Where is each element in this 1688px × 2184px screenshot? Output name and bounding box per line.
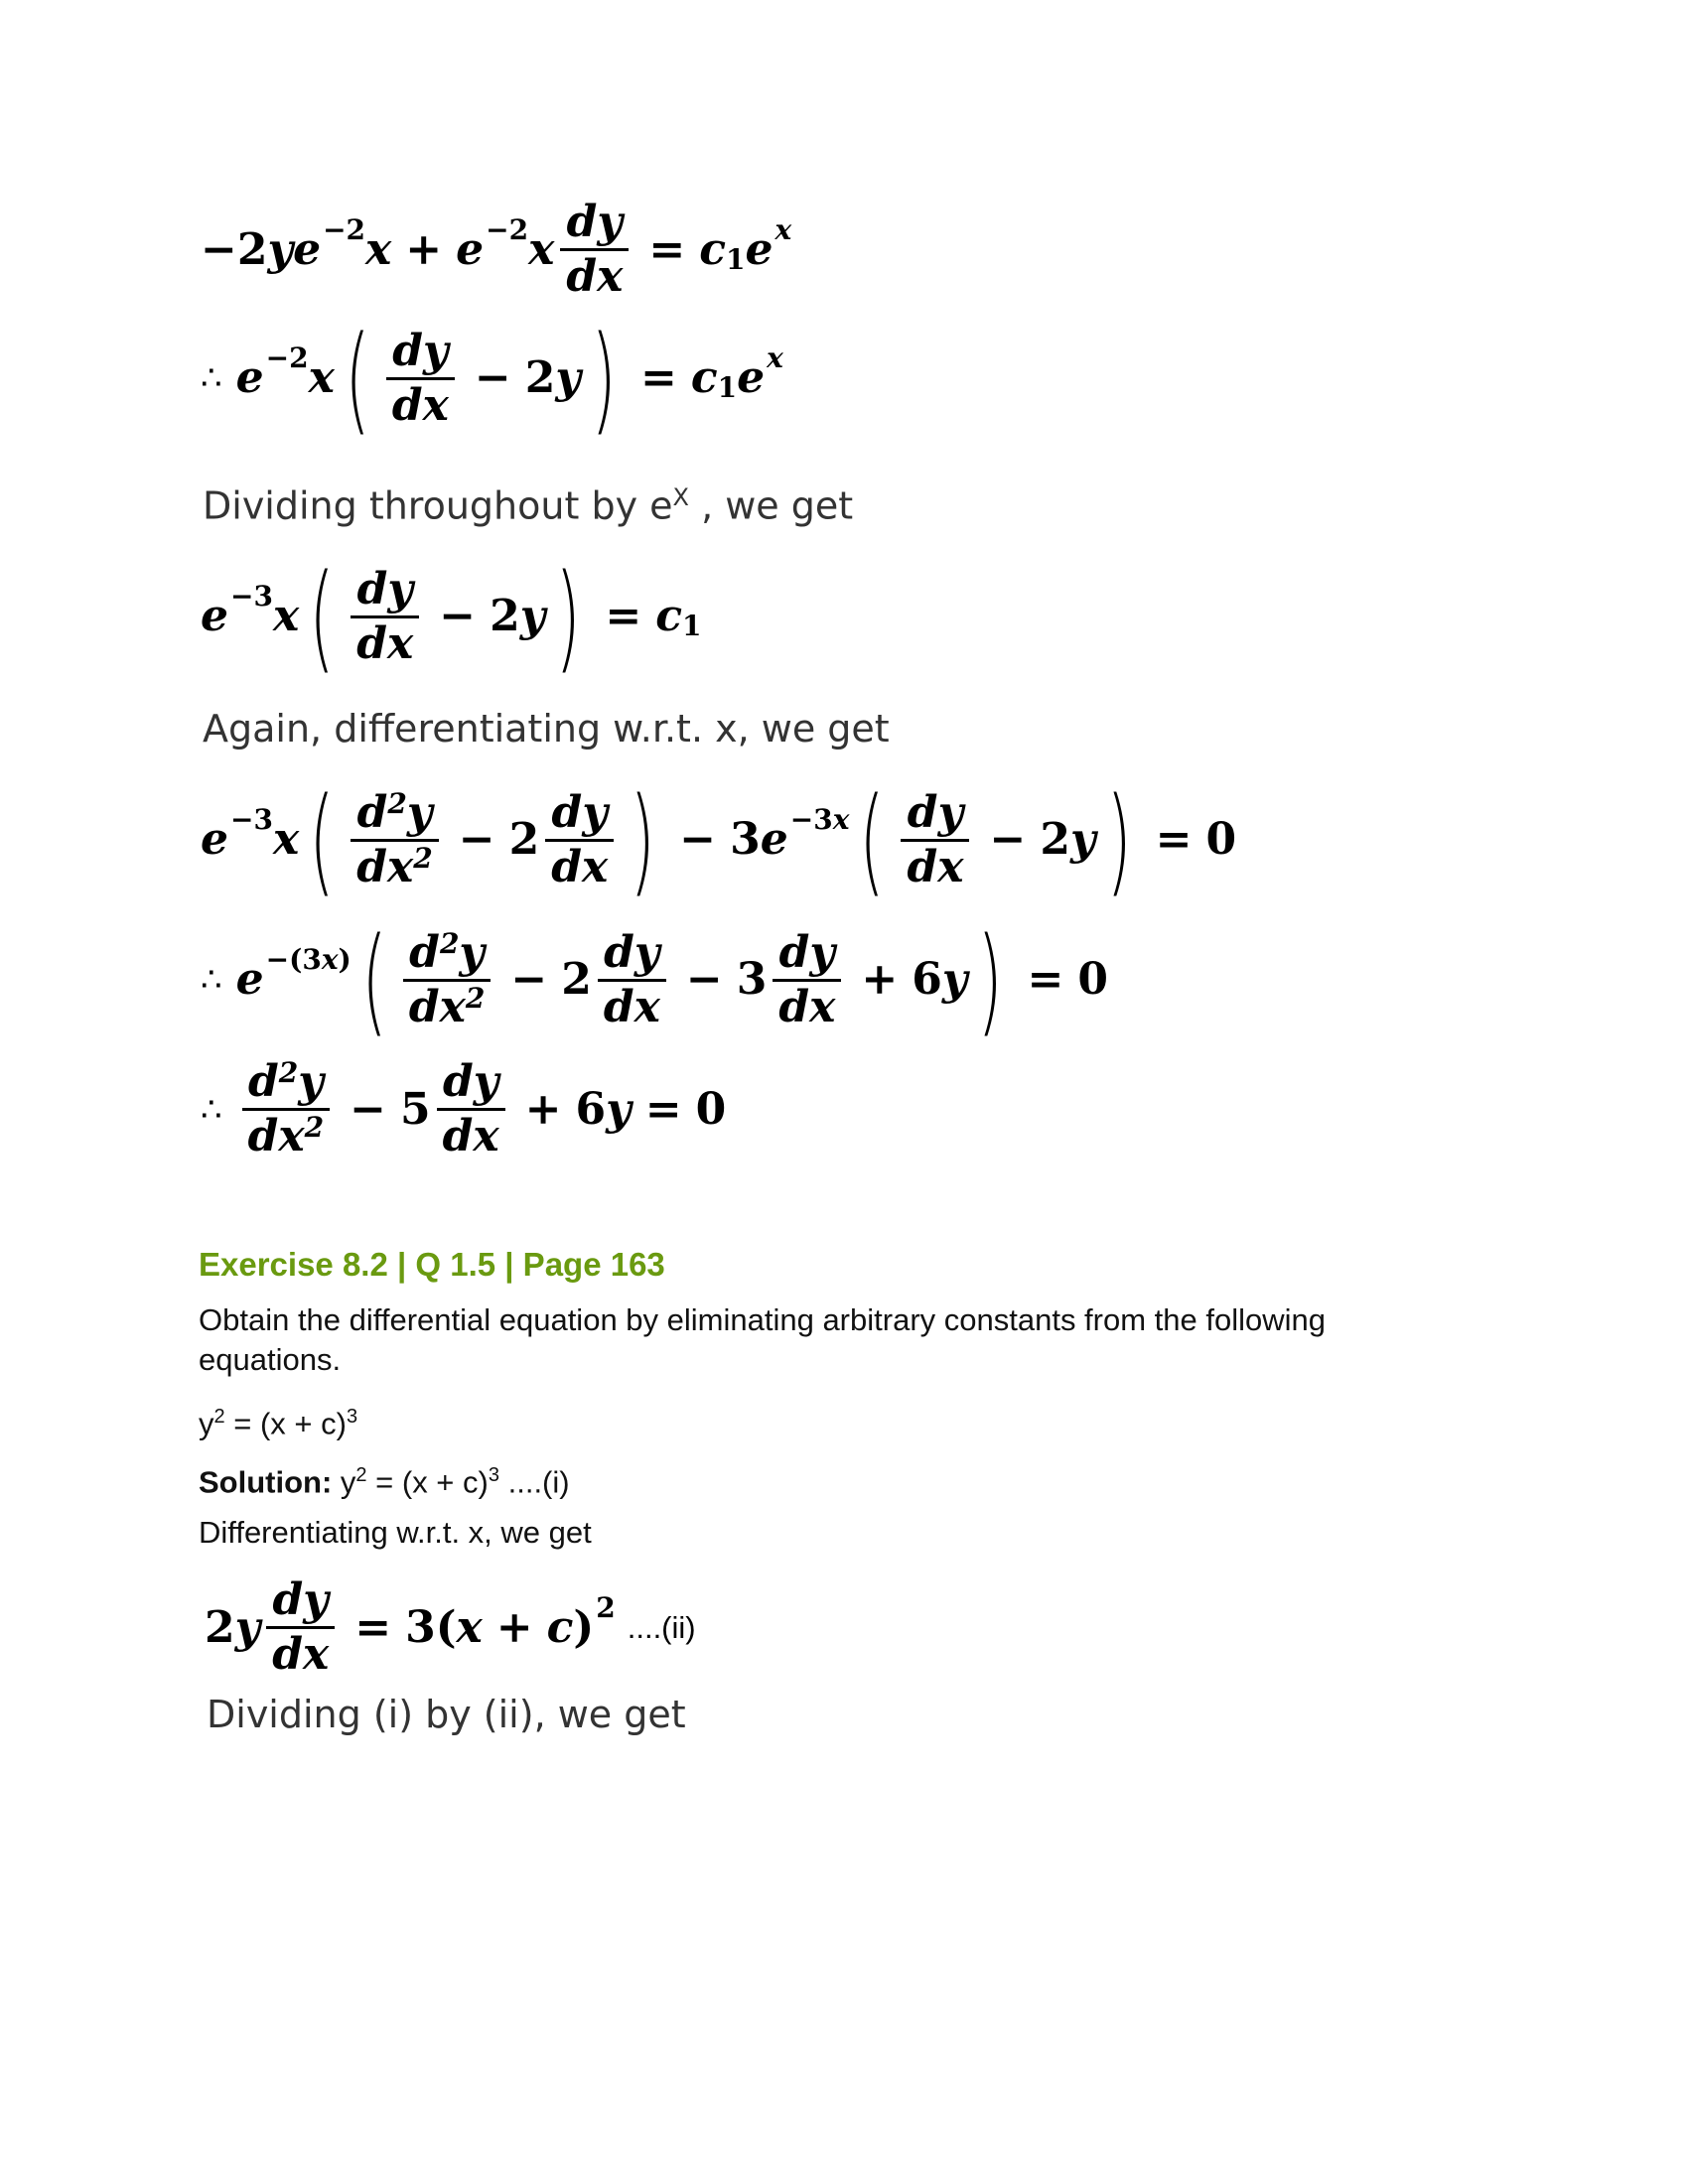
step-dividing-by-ex: Dividing throughout by $e^X$ , we get <box>203 483 854 528</box>
equation-line-2: ∴ e −2 x ( $\frac{dy}{dx}$ − 2 y ) = c 1 e x <box>201 310 783 447</box>
question-text-line-2: equations. <box>199 1342 342 1377</box>
step-again-differentiating: Again, differentiating w.r.t. x, we get <box>203 707 890 751</box>
exercise-heading: Exercise 8.2 | Q 1.5 | Page 163 <box>199 1246 665 1283</box>
step-differentiating: Differentiating w.r.t. x, we get <box>199 1515 592 1550</box>
solution-label: Solution: <box>199 1464 333 1500</box>
step-dividing-i-by-ii: Dividing (i) by (ii), we get <box>207 1693 686 1736</box>
equation-line-7: 2 y $\frac{dy}{dx}$ = 3( x + c ) 2 ....(ii) <box>205 1574 696 1680</box>
equation-line-3: e −3 x ( $\frac{dy}{dx}$ − 2 y ) = c 1 <box>201 548 702 685</box>
equation-line-4: e −3 x ( $\frac{d^2y}{dx^2}$ − 2 $\frac{dy}{dx}$ ) − 3 e −3x ( $\frac{dy}{dx}$ − 2 y ) = 0 <box>201 771 1237 908</box>
equation-line-5: ∴ e −(3x) ( $\frac{d^2y}{dx^2}$ − 2 $\frac{dy}{dx}$ − 3 $\frac{dy}{dx}$ + 6 y ) = 0 <box>201 911 1108 1048</box>
question-equation: $y^2 = (x + c)^3$ <box>199 1406 358 1441</box>
question-text-line-1: Obtain the differential equation by eliminating arbitrary constants from the following <box>199 1302 1326 1337</box>
solution-line: Solution: $y^2 = (x + c)^3$ ....(i) <box>199 1464 570 1500</box>
equation-line-1: −2ye −2 x + e −2 x $\frac{dy}{dx}$ = c 1 e x <box>201 197 792 302</box>
equation-line-6: ∴ $\frac{d^2y}{dx^2}$ − 5 $\frac{dy}{dx}$ + 6 y = 0 <box>201 1056 727 1161</box>
